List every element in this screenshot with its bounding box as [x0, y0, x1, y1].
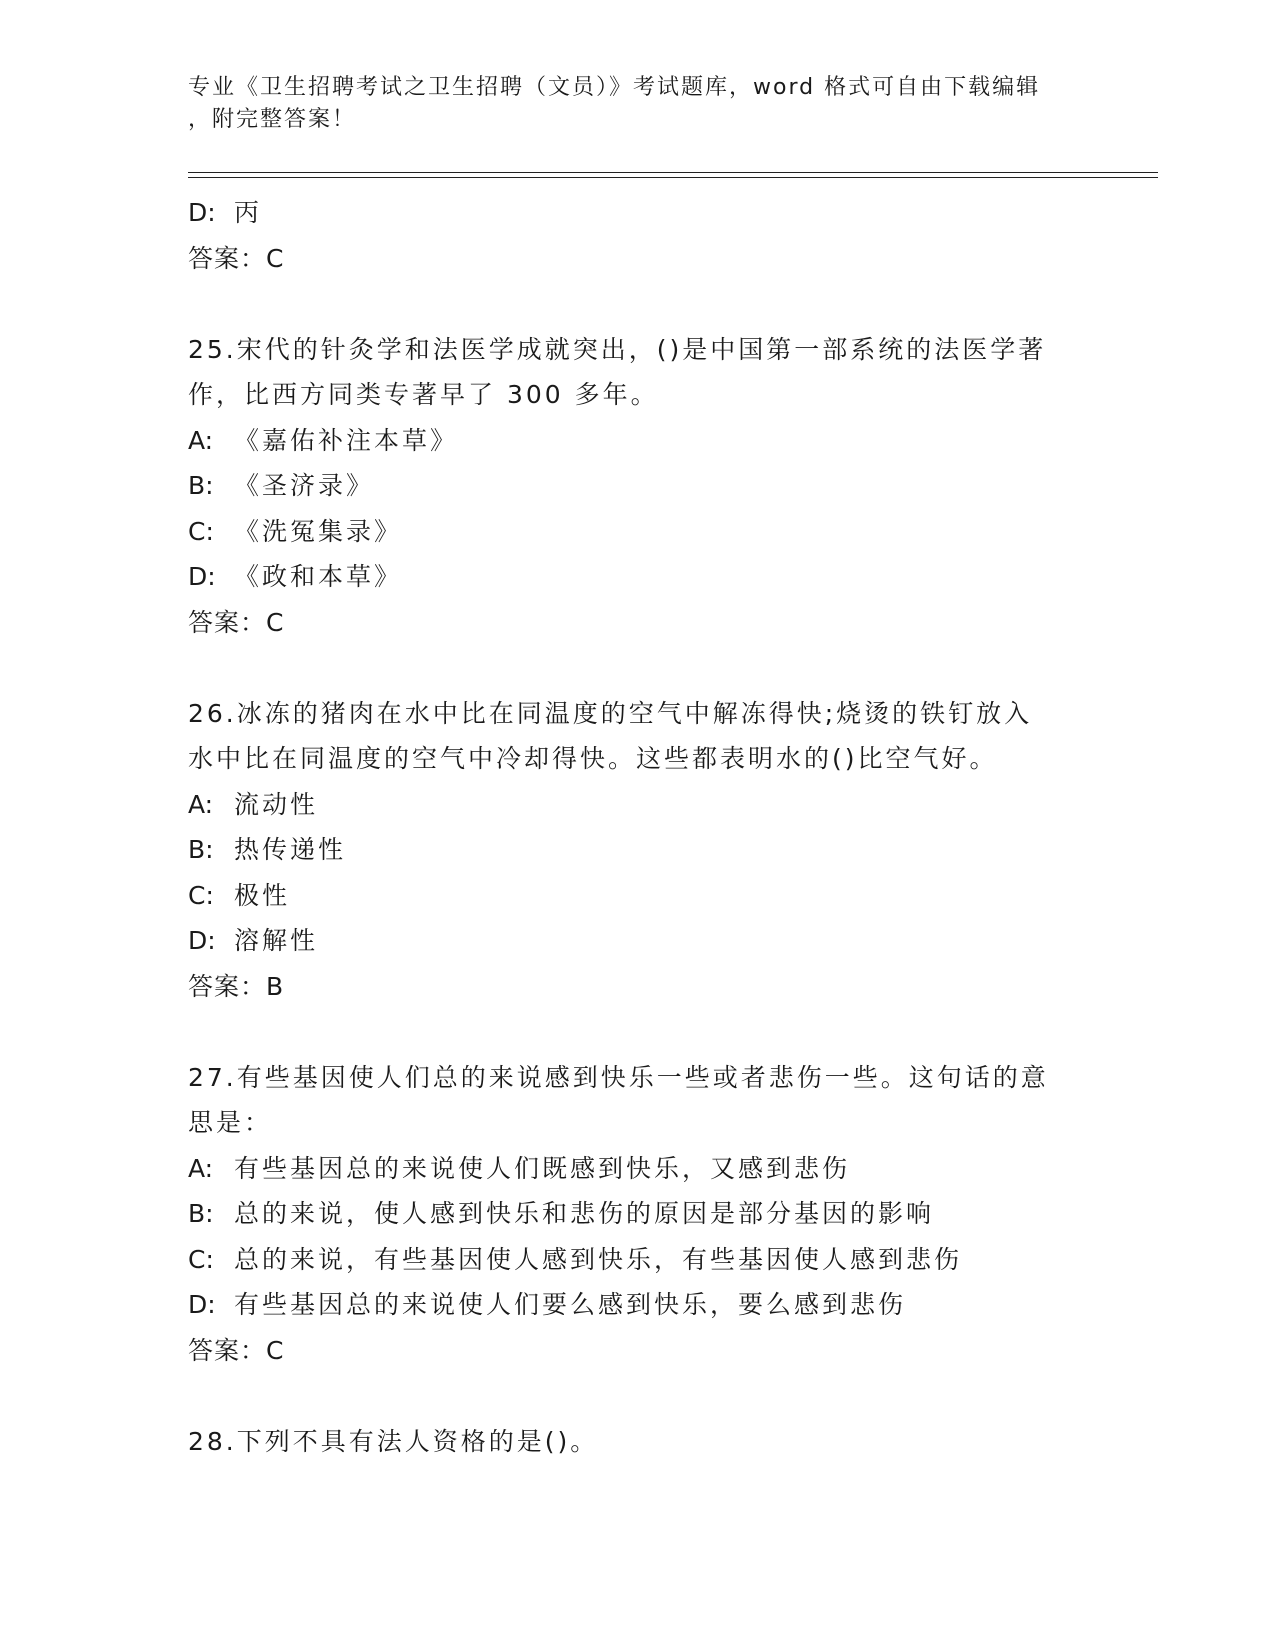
question-list: [188, 190, 1088, 1464]
option-c: [188, 873, 1088, 919]
answer: 答案：B: [188, 971, 285, 1001]
question-text-line-2: 水中比在同温度的空气中冷却得快。这些都表明水的()比空气好。: [188, 744, 998, 773]
option-text: 《圣济录》: [234, 471, 375, 500]
option-b: [188, 463, 1088, 509]
option-b: [188, 827, 1088, 873]
option-text: 《洗冤集录》: [234, 516, 403, 546]
question-text-line-1: 26.冰冻的猪肉在水中比在同温度的空气中解冻得快;烧烫的铁钉放入: [188, 698, 1033, 728]
option-key: C:: [188, 516, 214, 546]
question-text-line-2: 思是：: [188, 1108, 273, 1137]
option-key: A:: [188, 789, 214, 819]
question-text-line-1: 28.下列不具有法人资格的是()。: [188, 1426, 599, 1456]
option-key: D:: [188, 926, 216, 955]
answer: 答案：C: [188, 243, 285, 273]
option-key: C:: [188, 880, 214, 910]
header-rule-top: [188, 172, 1158, 173]
option-key: D:: [188, 562, 216, 591]
option-d: [188, 554, 1088, 600]
option-text: 热传递性: [234, 835, 347, 864]
option-c: [188, 509, 1088, 555]
option-text: 《嘉佑补注本草》: [234, 425, 459, 455]
option-a: [188, 1146, 1088, 1192]
question-26: [188, 691, 1088, 1010]
question-28: [188, 1419, 1088, 1465]
option-text: 《政和本草》: [234, 562, 403, 591]
option-c: [188, 1237, 1088, 1283]
option-key: C:: [188, 1244, 214, 1274]
option-key: A:: [188, 1153, 214, 1183]
header-line-1: 专业《卫生招聘考试之卫生招聘（文员）》考试题库，word 格式可自由下载编辑: [188, 75, 1041, 100]
option-key: A:: [188, 425, 214, 455]
option-text: 有些基因总的来说使人们既感到快乐，又感到悲伤: [234, 1153, 851, 1183]
page-header: [188, 72, 1068, 136]
option-text: 有些基因总的来说使人们要么感到快乐，要么感到悲伤: [234, 1290, 907, 1319]
option-text: 溶解性: [234, 926, 319, 955]
option-key: B:: [188, 835, 214, 864]
option-text: 极性: [234, 880, 291, 910]
spacer: [188, 1009, 1088, 1055]
option-text: 流动性: [234, 789, 319, 819]
option-a: [188, 782, 1088, 828]
question-text-line-1: 27.有些基因使人们总的来说感到快乐一些或者悲伤一些。这句话的意: [188, 1062, 1049, 1092]
spacer: [188, 1373, 1088, 1419]
option-text: 总的来说，使人感到快乐和悲伤的原因是部分基因的影响: [234, 1199, 935, 1228]
option-d: [188, 1282, 1088, 1328]
option-text: 总的来说，有些基因使人感到快乐，有些基因使人感到悲伤: [234, 1244, 963, 1274]
question-text-line-2: 作，比西方同类专著早了 300 多年。: [188, 380, 659, 409]
spacer: [188, 281, 1088, 327]
option-text: 丙: [234, 198, 263, 227]
question-text-line-1: 25.宋代的针灸学和法医学成就突出，()是中国第一部系统的法医学著: [188, 334, 1047, 364]
option-key: D:: [188, 1290, 216, 1319]
header-line-2: ，附完整答案！: [188, 107, 357, 132]
option-key: D:: [188, 198, 216, 227]
question-27: [188, 1055, 1088, 1374]
option-d: [188, 190, 1088, 236]
spacer: [188, 645, 1088, 691]
option-key: B:: [188, 471, 214, 500]
answer: 答案：C: [188, 1335, 285, 1365]
option-key: B:: [188, 1199, 214, 1228]
answer: 答案：C: [188, 607, 285, 637]
header-rule-bottom: [188, 177, 1158, 178]
question-25: [188, 327, 1088, 646]
option-a: [188, 418, 1088, 464]
option-b: [188, 1191, 1088, 1237]
option-d: [188, 918, 1088, 964]
